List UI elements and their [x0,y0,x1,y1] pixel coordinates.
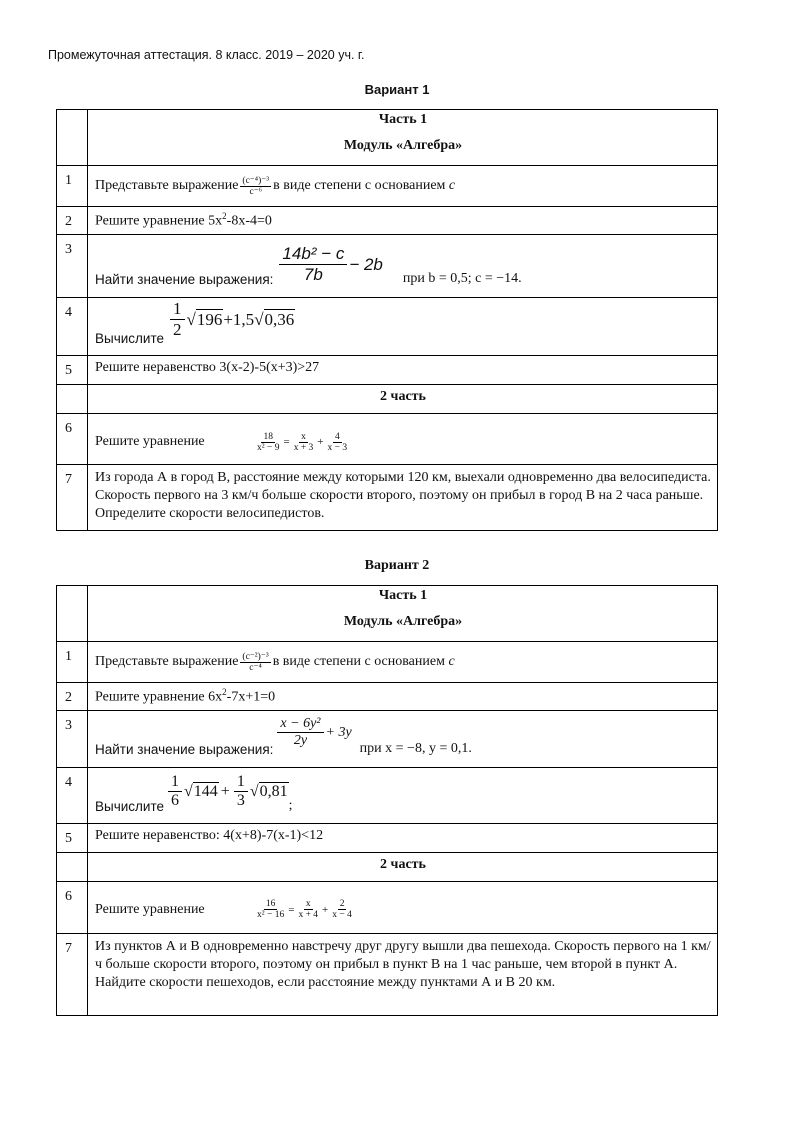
numerator: (c⁻²)⁻³ [242,651,269,662]
numerator: 14b² − c [279,244,347,265]
variant-2-table [56,585,718,1016]
coefficient-fraction [234,773,248,810]
power-fraction [240,176,271,197]
task-text [88,642,718,683]
task-prompt: Найти значение выражения: [95,742,274,757]
semicolon: ; [288,798,293,813]
sqrt-sign: √ [184,782,193,800]
task-number: 3 [57,235,88,298]
task-text [88,235,718,298]
radicand: 0,36 [264,310,295,329]
fraction-b: $\frac{x}{x + 3}$ [293,431,314,453]
equation-end: -7x+1=0 [226,689,276,705]
equation-start: Решите уравнение 6x [95,689,223,705]
module-label: Модуль «Алгебра» [343,614,463,629]
plus-sign: + [317,436,324,448]
task-row-7 [57,465,718,531]
variant-1-title: Вариант 1 [364,82,430,97]
task-number: 5 [57,824,88,853]
numerator: 1 [234,773,248,792]
task-number: 6 [57,882,88,934]
part-label: Часть 1 [378,588,428,603]
task-prompt: Найти значение выражения: [95,272,274,287]
task-text: Решите неравенство: 4(x+8)-7(x-1)<12 [88,824,718,853]
condition: при x = −8, y = 0,1. [359,741,472,756]
coefficient-fraction [170,299,185,340]
task-text [88,683,718,711]
task-row-3 [57,711,718,768]
task-suffix: в виде степени с основанием [273,178,446,193]
radicand: 196 [196,310,223,329]
task-text: Решите неравенство 3(x-2)-5(x+3)>27 [88,356,718,385]
task-number: 2 [57,683,88,711]
empty-cell [57,385,88,414]
fraction-c: $\frac{4}{x - 3}$ [327,431,348,453]
variable: c [448,654,455,669]
task-suffix: в виде степени с основанием [272,654,445,669]
part-2-heading: 2 часть [88,853,718,882]
task-row-7 [57,934,718,1016]
task-row-6 [57,882,718,934]
task-number: 4 [57,298,88,356]
task-text [88,298,718,356]
table-row [57,586,718,642]
task-number: 1 [57,166,88,207]
denominator: c⁻⁴ [249,662,262,673]
numerator: 1 [168,773,182,792]
part-2-row [57,385,718,414]
task-text [88,768,718,824]
task-prompt: Представьте выражение [95,178,239,193]
expression-rest: − 2b [349,254,383,274]
task-row-1 [57,166,718,207]
task-row-4 [57,298,718,356]
task-prompt: Представьте выражение [95,654,239,669]
expression-fraction [277,716,323,749]
denominator: 2 [173,320,182,339]
plus-sign: + [322,903,329,916]
task-text [88,882,718,934]
condition: при b = 0,5; c = −14. [402,271,522,286]
task-number: 1 [57,642,88,683]
equals-sign: = [283,436,290,448]
task-prompt: Вычислите [95,331,164,346]
empty-cell [57,586,88,642]
denominator: c⁻⁶ [249,186,263,197]
numerator: (c⁻⁴)⁻³ [242,175,270,186]
variant-1-table [56,109,718,531]
task-number: 2 [57,207,88,235]
numerator: 1 [170,299,185,320]
task-text [88,414,718,465]
denominator: 3 [236,792,245,809]
task-row-2 [57,683,718,711]
task-row-3 [57,235,718,298]
task-row-5 [57,824,718,853]
radicand: 144 [193,783,218,800]
task-text: Из пунктов А и В одновременно навстречу друг другу вышли два пешехода. Скорость первого на 1 км/ч больше скорости второго, поэтому он прибыл в пункт В на 1 час раньше, чем второй в пункт А. Найдите скорости пешеходов, если расстояние между пунктами А и В 20 км. [88,934,718,1016]
denominator: 7b [303,265,323,284]
task-text [88,207,718,235]
task-number: 4 [57,768,88,824]
variable: c [448,178,456,193]
fraction-c: $\frac{2}{x - 4}$ [332,899,352,920]
exponent: 2 [222,687,227,697]
task-number: 5 [57,356,88,385]
fraction-a: $\frac{16}{\text{x² − 16}}$ [257,899,285,920]
task-prompt: Решите уравнение [95,434,205,449]
fraction-b: $\frac{x}{x + 4}$ [298,899,319,920]
task-number: 6 [57,414,88,465]
equation-start: Решите уравнение 5x [95,213,223,229]
power-fraction [240,652,270,673]
part-label: Часть 1 [378,112,428,127]
denominator: 2y [293,733,308,748]
sqrt-sign: √ [249,782,259,800]
task-prompt: Решите уравнение [95,901,205,917]
numerator: x − 6y² [277,716,323,733]
equation-end: -8x-4=0 [226,213,272,229]
task-row-2 [57,207,718,235]
sqrt-sign: √ [186,309,196,329]
equals-sign: = [288,903,295,916]
coefficient-fraction [168,773,182,810]
task-text: Из города А в город В, расстояние между которыми 120 км, выехали одновременно два велосипедиста. Скорость первого на 3 км/ч больше скорости второго, поэтому он прибыл в город В на 2 часа раньше. Определите скорости велосипедистов. [88,465,718,531]
part-2-row [57,853,718,882]
radicand: 0,81 [259,783,288,800]
task-row-1 [57,642,718,683]
part-2-heading: 2 часть [88,385,718,414]
expression-middle: +1,5 [223,309,255,329]
task-prompt: Вычислите [95,799,164,814]
part-1-heading [88,110,718,166]
task-row-4 [57,768,718,824]
task-number: 3 [57,711,88,768]
table-row [57,110,718,166]
task-text [88,711,718,768]
plus-sign: + [220,782,230,800]
empty-cell [57,853,88,882]
module-label: Модуль «Алгебра» [343,138,463,153]
task-text [88,166,718,207]
part-1-heading [88,586,718,642]
expression-fraction [279,244,347,285]
task-row-5 [57,356,718,385]
empty-cell [57,110,88,166]
task-number: 7 [57,465,88,531]
task-row-6 [57,414,718,465]
denominator: 6 [171,792,179,809]
expression-rest: + 3y [325,724,352,740]
sqrt-sign: √ [254,309,264,329]
task-number: 7 [57,934,88,1016]
variant-2-title: Вариант 2 [364,558,430,573]
fraction-a: $\frac{18}{\text{x² − 9}}$ [257,431,280,453]
exponent: 2 [222,211,227,221]
document-header: Промежуточная аттестация. 8 класс. 2019 – 2020 уч. г. [48,48,365,62]
